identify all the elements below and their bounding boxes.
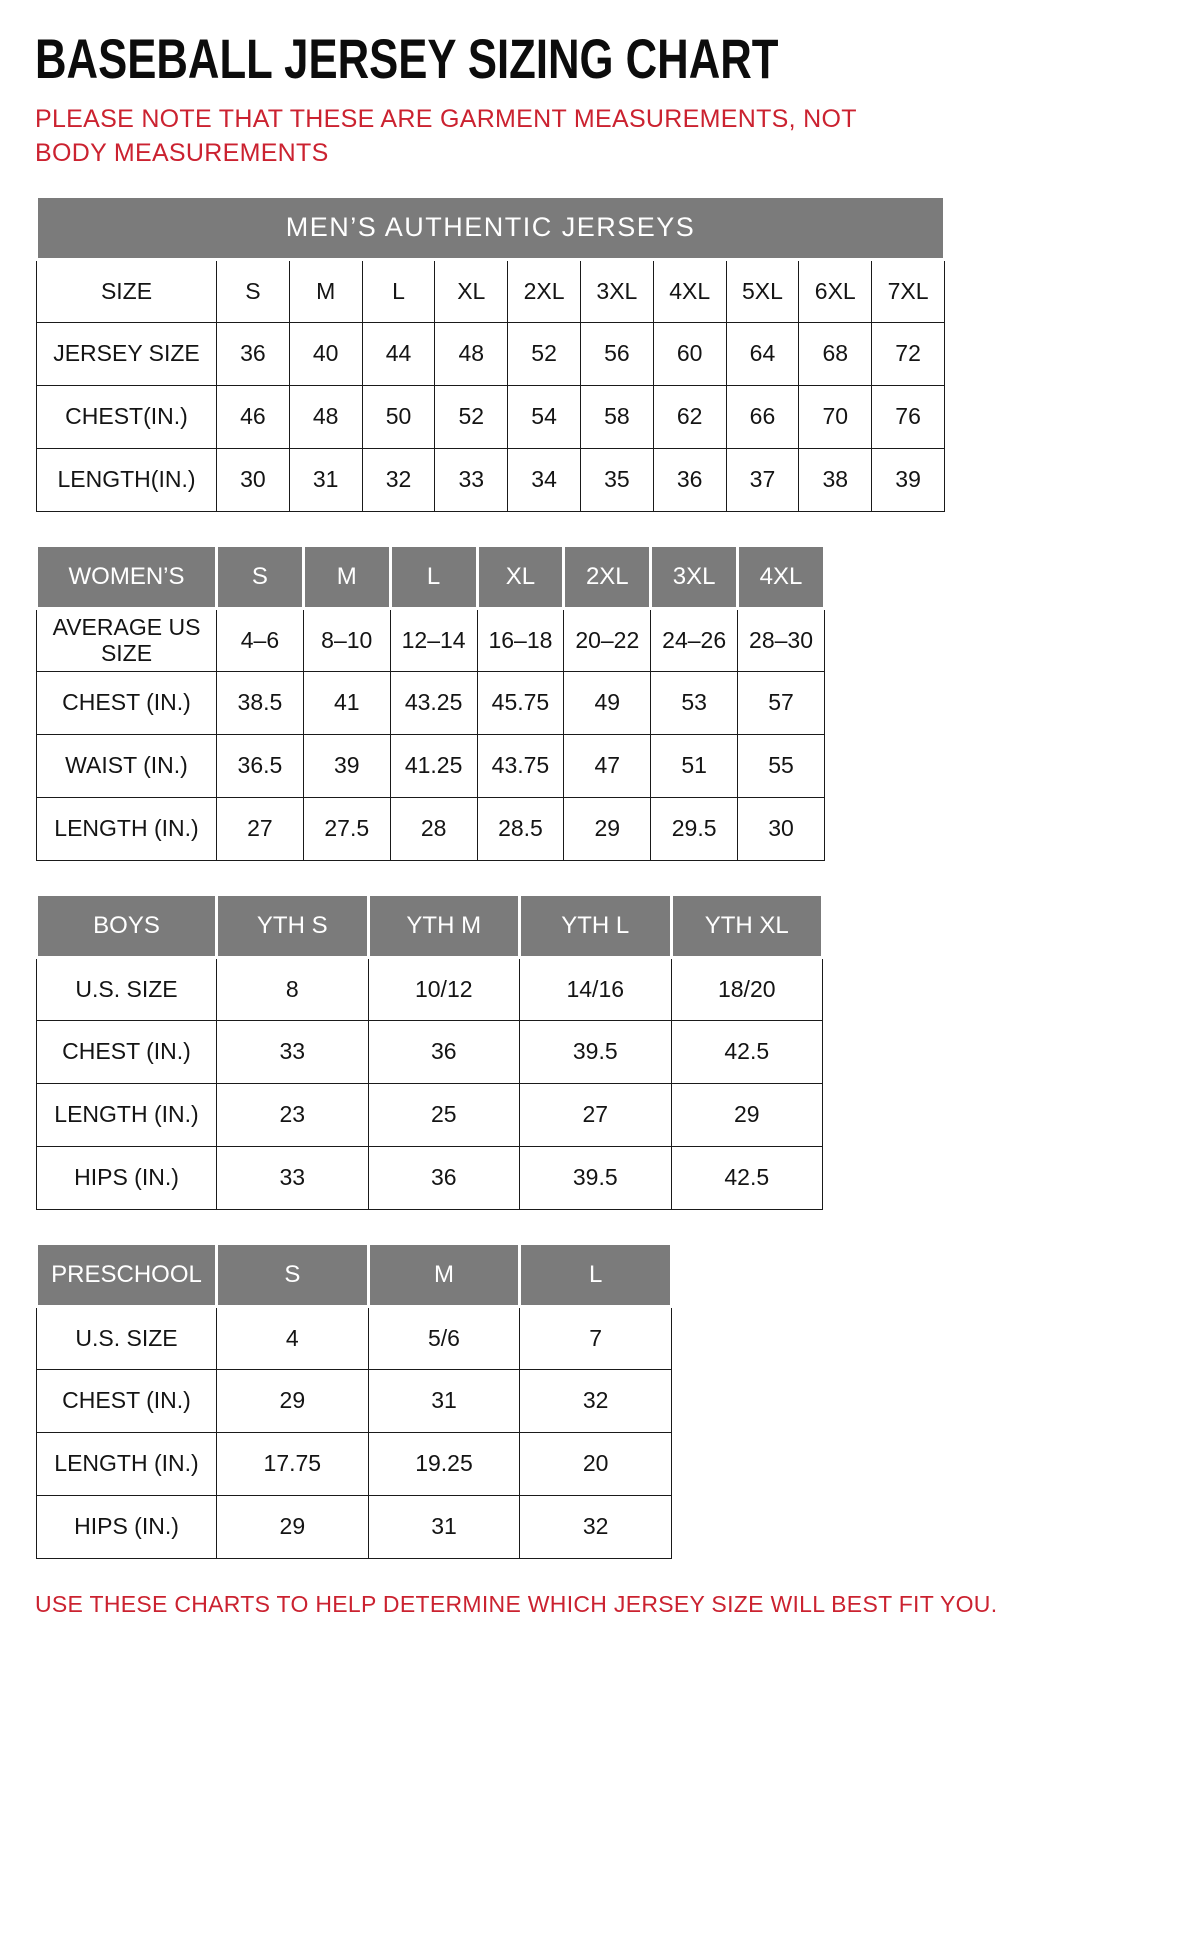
womens-value-cell: 16–18 — [477, 608, 564, 671]
womens-column-header: L — [390, 545, 477, 608]
preschool-row-label: CHEST (IN.) — [37, 1369, 217, 1432]
preschool-data-row — [37, 1432, 672, 1495]
womens-value-cell: 51 — [651, 734, 738, 797]
boys-value-cell: 27 — [520, 1083, 672, 1146]
mens-value-cell: 76 — [872, 385, 945, 448]
womens-row-label: CHEST (IN.) — [37, 671, 217, 734]
boys-value-cell: 42.5 — [671, 1020, 823, 1083]
womens-value-cell: 55 — [738, 734, 825, 797]
womens-value-cell: 29.5 — [651, 797, 738, 860]
mens-value-cell: 52 — [435, 385, 508, 448]
womens-value-cell: 24–26 — [651, 608, 738, 671]
womens-column-header: 3XL — [651, 545, 738, 608]
mens-value-cell: 52 — [508, 322, 581, 385]
boys-header-row — [37, 894, 823, 957]
preschool-value-cell: 29 — [217, 1369, 369, 1432]
preschool-data-row — [37, 1306, 672, 1369]
womens-row-label: AVERAGE US SIZE — [37, 608, 217, 671]
preschool-header-row — [37, 1243, 672, 1306]
womens-value-cell: 12–14 — [390, 608, 477, 671]
boys-row-label: U.S. SIZE — [37, 957, 217, 1020]
mens-column-header: M — [289, 259, 362, 322]
mens-value-cell: 54 — [508, 385, 581, 448]
mens-value-cell: 39 — [872, 448, 945, 511]
mens-value-cell: 62 — [653, 385, 726, 448]
boys-table-label: BOYS — [37, 894, 217, 957]
womens-data-row — [37, 608, 825, 671]
sizing-tables-container — [35, 195, 1165, 1559]
boys-sizing-table — [35, 893, 824, 1210]
preschool-row-label: U.S. SIZE — [37, 1306, 217, 1369]
womens-column-header: S — [217, 545, 304, 608]
boys-value-cell: 39.5 — [520, 1020, 672, 1083]
mens-value-cell: 70 — [799, 385, 872, 448]
preschool-value-cell: 20 — [520, 1432, 672, 1495]
womens-data-row — [37, 671, 825, 734]
womens-data-row — [37, 734, 825, 797]
mens-value-cell: 50 — [362, 385, 435, 448]
boys-value-cell: 29 — [671, 1083, 823, 1146]
preschool-value-cell: 31 — [368, 1369, 520, 1432]
boys-data-row — [37, 957, 823, 1020]
mens-value-cell: 56 — [580, 322, 653, 385]
mens-value-cell: 32 — [362, 448, 435, 511]
boys-column-header: YTH L — [520, 894, 672, 957]
womens-column-header: XL — [477, 545, 564, 608]
boys-value-cell: 8 — [217, 957, 369, 1020]
mens-column-header: XL — [435, 259, 508, 322]
preschool-row-label: HIPS (IN.) — [37, 1495, 217, 1558]
mens-value-cell: 66 — [726, 385, 799, 448]
womens-value-cell: 20–22 — [564, 608, 651, 671]
boys-value-cell: 18/20 — [671, 957, 823, 1020]
mens-column-header: 4XL — [653, 259, 726, 322]
mens-data-row — [37, 448, 945, 511]
womens-value-cell: 8–10 — [303, 608, 390, 671]
mens-value-cell: 38 — [799, 448, 872, 511]
mens-row-label: LENGTH(IN.) — [37, 448, 217, 511]
mens-value-cell: 68 — [799, 322, 872, 385]
womens-column-header: 4XL — [738, 545, 825, 608]
womens-value-cell: 27.5 — [303, 797, 390, 860]
womens-header-row — [37, 545, 825, 608]
womens-value-cell: 28–30 — [738, 608, 825, 671]
mens-column-header: 2XL — [508, 259, 581, 322]
womens-value-cell: 47 — [564, 734, 651, 797]
preschool-sizing-table — [35, 1242, 673, 1559]
womens-value-cell: 57 — [738, 671, 825, 734]
mens-value-cell: 35 — [580, 448, 653, 511]
womens-value-cell: 49 — [564, 671, 651, 734]
preschool-table-label: PRESCHOOL — [37, 1243, 217, 1306]
boys-column-header: YTH M — [368, 894, 520, 957]
mens-column-header: 3XL — [580, 259, 653, 322]
mens-value-cell: 40 — [289, 322, 362, 385]
boys-value-cell: 36 — [368, 1020, 520, 1083]
mens-value-cell: 31 — [289, 448, 362, 511]
mens-value-cell: 30 — [217, 448, 290, 511]
boys-data-row — [37, 1146, 823, 1209]
preschool-value-cell: 19.25 — [368, 1432, 520, 1495]
preschool-row-label: LENGTH (IN.) — [37, 1432, 217, 1495]
preschool-value-cell: 5/6 — [368, 1306, 520, 1369]
boys-value-cell: 33 — [217, 1146, 369, 1209]
womens-value-cell: 41 — [303, 671, 390, 734]
preschool-column-header: L — [520, 1243, 672, 1306]
mens-value-cell: 72 — [872, 322, 945, 385]
womens-value-cell: 28 — [390, 797, 477, 860]
preschool-value-cell: 32 — [520, 1495, 672, 1558]
preschool-value-cell: 32 — [520, 1369, 672, 1432]
boys-column-header: YTH S — [217, 894, 369, 957]
mens-value-cell: 60 — [653, 322, 726, 385]
mens-banner: MEN’S AUTHENTIC JERSEYS — [37, 196, 945, 259]
boys-value-cell: 10/12 — [368, 957, 520, 1020]
boys-value-cell: 42.5 — [671, 1146, 823, 1209]
womens-value-cell: 53 — [651, 671, 738, 734]
womens-value-cell: 27 — [217, 797, 304, 860]
mens-column-header: S — [217, 259, 290, 322]
preschool-column-header: M — [368, 1243, 520, 1306]
womens-value-cell: 4–6 — [217, 608, 304, 671]
mens-value-cell: 34 — [508, 448, 581, 511]
preschool-value-cell: 7 — [520, 1306, 672, 1369]
mens-column-header: 5XL — [726, 259, 799, 322]
boys-row-label: LENGTH (IN.) — [37, 1083, 217, 1146]
womens-column-header: M — [303, 545, 390, 608]
womens-table-label: WOMEN’S — [37, 545, 217, 608]
womens-row-label: LENGTH (IN.) — [37, 797, 217, 860]
mens-banner-row — [37, 196, 945, 259]
mens-value-cell: 48 — [289, 385, 362, 448]
womens-value-cell: 36.5 — [217, 734, 304, 797]
preschool-value-cell: 29 — [217, 1495, 369, 1558]
mens-row-label: CHEST(IN.) — [37, 385, 217, 448]
mens-value-cell: 37 — [726, 448, 799, 511]
mens-value-cell: 46 — [217, 385, 290, 448]
page-title: BASEBALL JERSEY SIZING CHART — [35, 27, 779, 90]
mens-value-cell: 36 — [653, 448, 726, 511]
mens-row-label: JERSEY SIZE — [37, 322, 217, 385]
boys-value-cell: 36 — [368, 1146, 520, 1209]
mens-value-cell: 44 — [362, 322, 435, 385]
preschool-value-cell: 31 — [368, 1495, 520, 1558]
womens-value-cell: 43.25 — [390, 671, 477, 734]
mens-value-cell: 64 — [726, 322, 799, 385]
boys-row-label: HIPS (IN.) — [37, 1146, 217, 1209]
mens-header-row — [37, 259, 945, 322]
preschool-data-row — [37, 1369, 672, 1432]
mens-column-header: L — [362, 259, 435, 322]
womens-row-label: WAIST (IN.) — [37, 734, 217, 797]
boys-value-cell: 25 — [368, 1083, 520, 1146]
mens-value-cell: 58 — [580, 385, 653, 448]
footer-note: USE THESE CHARTS TO HELP DETERMINE WHICH JERSEY SIZE WILL BEST FIT YOU. — [35, 1590, 998, 1617]
boys-data-row — [37, 1083, 823, 1146]
mens-value-cell: 33 — [435, 448, 508, 511]
mens-value-cell: 36 — [217, 322, 290, 385]
preschool-value-cell: 4 — [217, 1306, 369, 1369]
boys-value-cell: 23 — [217, 1083, 369, 1146]
mens-column-header: 7XL — [872, 259, 945, 322]
boys-data-row — [37, 1020, 823, 1083]
womens-value-cell: 45.75 — [477, 671, 564, 734]
boys-column-header: YTH XL — [671, 894, 823, 957]
preschool-column-header: S — [217, 1243, 369, 1306]
boys-row-label: CHEST (IN.) — [37, 1020, 217, 1083]
womens-value-cell: 28.5 — [477, 797, 564, 860]
mens-column-header: 6XL — [799, 259, 872, 322]
mens-value-cell: 48 — [435, 322, 508, 385]
mens-data-row — [37, 385, 945, 448]
womens-sizing-table — [35, 544, 826, 861]
womens-value-cell: 41.25 — [390, 734, 477, 797]
womens-data-row — [37, 797, 825, 860]
mens-table-label: SIZE — [37, 259, 217, 322]
womens-value-cell: 43.75 — [477, 734, 564, 797]
womens-value-cell: 38.5 — [217, 671, 304, 734]
boys-value-cell: 14/16 — [520, 957, 672, 1020]
boys-value-cell: 39.5 — [520, 1146, 672, 1209]
womens-column-header: 2XL — [564, 545, 651, 608]
boys-value-cell: 33 — [217, 1020, 369, 1083]
garment-measurement-note: PLEASE NOTE THAT THESE ARE GARMENT MEASUREMENTS, NOT BODY MEASUREMENTS — [35, 105, 857, 167]
mens-sizing-table — [35, 195, 946, 512]
preschool-value-cell: 17.75 — [217, 1432, 369, 1495]
mens-data-row — [37, 322, 945, 385]
womens-value-cell: 30 — [738, 797, 825, 860]
womens-value-cell: 39 — [303, 734, 390, 797]
preschool-data-row — [37, 1495, 672, 1558]
womens-value-cell: 29 — [564, 797, 651, 860]
